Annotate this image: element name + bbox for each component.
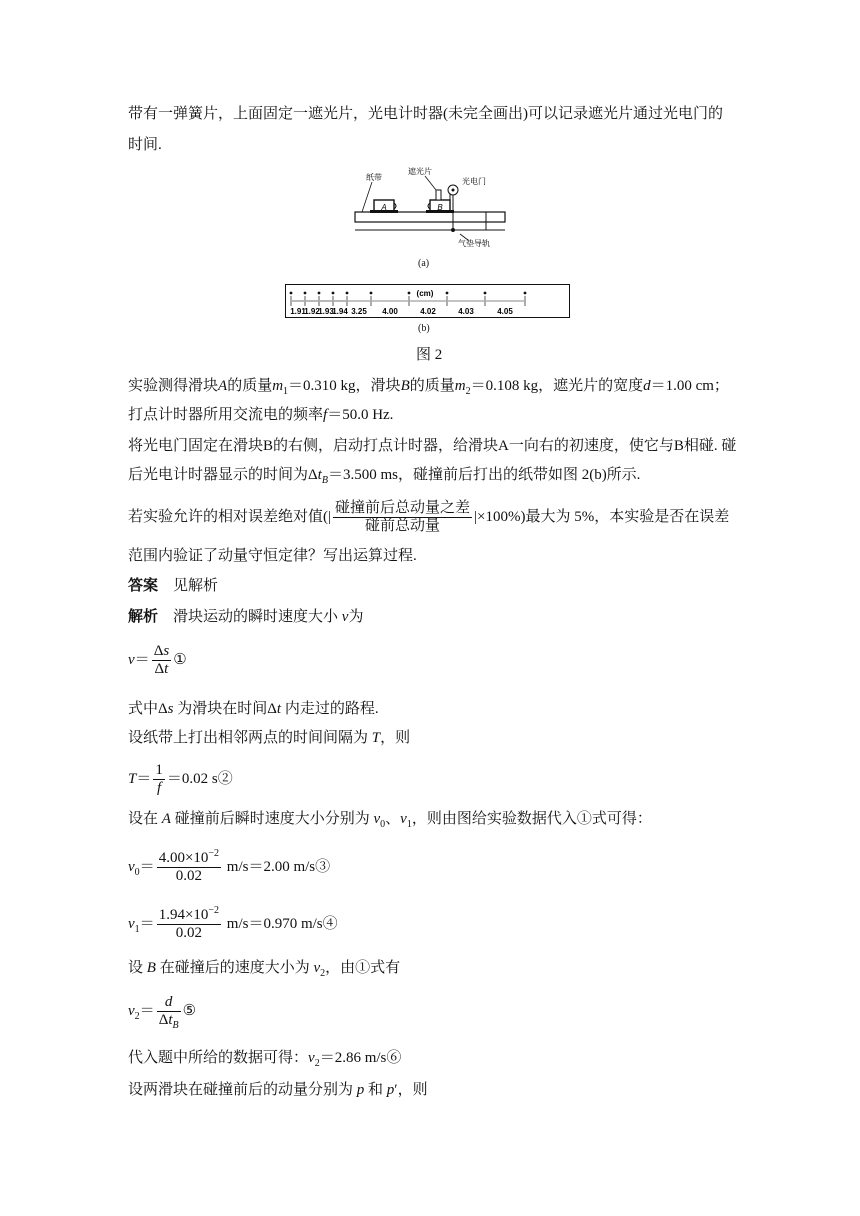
tape-dot [290, 292, 293, 295]
problem-line-4: 后光电计时器显示的时间为$\Delta t_B=3.500$ ms，碰撞前后打出的纸带如图 2(b)所示. [128, 467, 641, 486]
tape-segment-label: 4.03 [458, 307, 474, 316]
label-shade: 遮光片 [408, 167, 432, 176]
tape-segment-label: 1.94 [332, 307, 348, 316]
analysis-line-5: 设 B 在碰撞后的速度大小为 $v_2$，由①式有 [128, 960, 401, 979]
intro-line-1: 带有一弹簧片，上面固定一遮光片，光电计时器(未完全画出)可以记录遮光片通过光电门的 [128, 106, 723, 122]
problem-line-3: 将光电门固定在滑块B的右侧，启动打点计时器，给滑块A一向右的初速度，使它与B相碰. 碰 [128, 438, 737, 454]
analysis-line-4: 设在 A 碰撞前后瞬时速度大小分别为 $v_0$、$v_1$，则由图给实验数据代入①式可得： [128, 811, 652, 830]
tape-segment-label: 1.93 [318, 307, 334, 316]
equation-3: $v_0=$ $\frac{4.00\times 10^{-2}}{0.02}$ m/s＝2.00 m/s③ [128, 848, 331, 884]
tape-unit: (cm) [416, 289, 434, 298]
block-b-label: B [437, 203, 443, 212]
answer-line: 答案 见解析 [128, 578, 219, 594]
problem-line-5: 若实验允许的相对误差绝对值(| $\frac{\text{碰撞前后总动量之差}}{\text{碰前总动量}}$ |×100%)最大为 5%，本实验是否在误差 [128, 500, 730, 534]
problem-line-6: 范围内验证了动量守恒定律？写出运算过程. [128, 548, 417, 564]
tape-segment-label: 4.05 [497, 307, 513, 316]
equation-5: $v_2=$ $\frac{d}{\Delta t_B}$ ⑤ [128, 994, 197, 1031]
tape-segment-label: 1.91 [290, 307, 306, 316]
tape-dot [332, 292, 335, 295]
label-paper-tape: 纸带 [366, 173, 382, 182]
equation-2: T＝ $\frac{1}{f}$ ＝0.02 s② [128, 762, 233, 796]
tape-dot [484, 292, 487, 295]
tape-dot [318, 292, 321, 295]
tape-dot [346, 292, 349, 295]
analysis-line-1: 解析 滑块运动的瞬时速度大小 v为 [128, 609, 364, 625]
tape-segment-label: 4.00 [382, 307, 398, 316]
figure-b-caption: (b) [418, 323, 430, 334]
analysis-line-7: 设两滑块在碰撞前后的动量分别为 p 和 p′，则 [128, 1082, 428, 1098]
problem-line-2: 打点计时器所用交流电的频率f＝50.0 Hz. [128, 407, 394, 423]
figure-title: 图 2 [416, 347, 443, 363]
figure-a-apparatus [350, 160, 510, 255]
analysis-line-3: 设纸带上打出相邻两点的时间间隔为 T，则 [128, 730, 411, 746]
equation-1: v＝ $\frac{\Delta s}{\Delta t}$ ① [128, 643, 187, 677]
tape-dot [408, 292, 411, 295]
tape-dot [524, 292, 527, 295]
equation-4: $v_1=$ $\frac{1.94\times 10^{-2}}{0.02}$ m/s＝0.970 m/s④ [128, 905, 338, 941]
figure-b-paper-tape [285, 284, 571, 320]
tape-dot [370, 292, 373, 295]
air-track [355, 212, 505, 222]
tape-dot [304, 292, 307, 295]
figure-a-caption: (a) [418, 258, 430, 269]
analysis-line-6: 代入题中所给的数据可得：$v_2=2.86$ m/s⑥ [128, 1050, 402, 1069]
label-air-track: 气垫导轨 [458, 239, 490, 248]
intro-line-2: 时间. [128, 137, 162, 153]
tape-dot [446, 292, 449, 295]
block-a-label: A [381, 203, 387, 212]
shade-plate [436, 190, 441, 200]
problem-line-1: 实验测得滑块A的质量$m_1=0.310$ kg，滑块B的质量$m_2=0.108$ kg，遮光片的宽度d＝1.00 cm； [128, 378, 729, 397]
label-photogate: 光电门 [462, 177, 486, 186]
tape-segment-label: 1.92 [304, 307, 320, 316]
tape-segment-label: 3.25 [351, 307, 367, 316]
tape-segment-label: 4.02 [420, 307, 436, 316]
analysis-line-2: 式中Δs 为滑块在时间Δt 内走过的路程. [128, 701, 379, 717]
